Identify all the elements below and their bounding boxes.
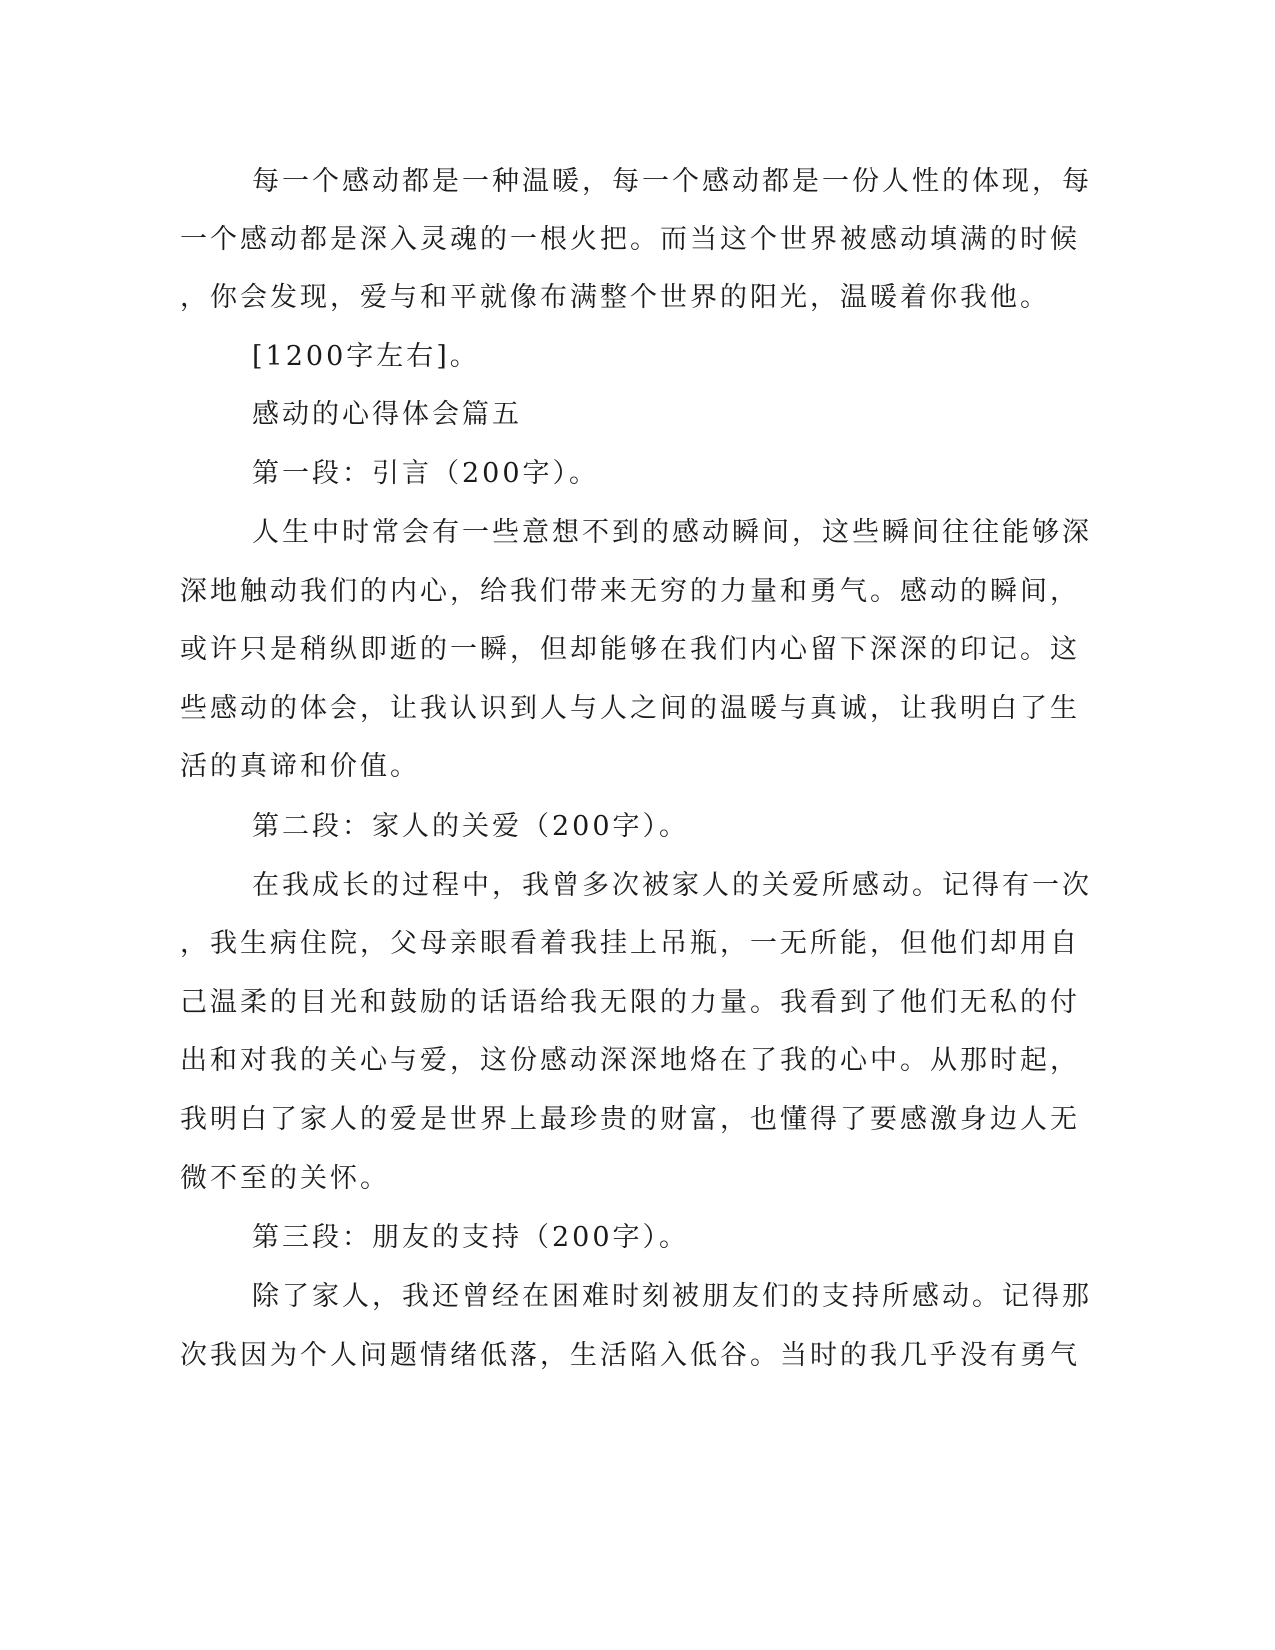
text-line: 一个感动都是深入灵魂的一根火把。而当这个世界被感动填满的时候 <box>180 224 1080 255</box>
text-line: [1200字左右]。 <box>252 341 480 372</box>
paragraph-heading: 第一段：引言（200字）。 <box>252 458 600 489</box>
text-line: 人生中时常会有一些意想不到的感动瞬间，这些瞬间往往能够深 <box>252 517 1092 548</box>
paragraph-heading: 第三段：朋友的支持（200字）。 <box>252 1222 690 1253</box>
text-line: ，你会发现，爱与和平就像布满整个世界的阳光，温暖着你我他。 <box>180 282 1050 313</box>
text-line: ，我生病住院，父母亲眼看着我挂上吊瓶，一无所能，但他们却用自 <box>180 928 1080 959</box>
text-line: 己温柔的目光和鼓励的话语给我无限的力量。我看到了他们无私的付 <box>180 987 1080 1018</box>
paragraph-heading: 第二段：家人的关爱（200字）。 <box>252 811 690 842</box>
text-line: 微不至的关怀。 <box>180 1163 390 1194</box>
text-line: 活的真谛和价值。 <box>180 751 420 782</box>
text-line: 出和对我的关心与爱，这份感动深深地烙在了我的心中。从那时起， <box>180 1045 1080 1076</box>
text-line: 些感动的体会，让我认识到人与人之间的温暖与真诚，让我明白了生 <box>180 693 1080 724</box>
text-line: 或许只是稍纵即逝的一瞬，但却能够在我们内心留下深深的印记。这 <box>180 634 1080 665</box>
text-line: 深地触动我们的内心，给我们带来无穷的力量和勇气。感动的瞬间， <box>180 576 1080 607</box>
text-line: 次我因为个人问题情绪低落，生活陷入低谷。当时的我几乎没有勇气 <box>180 1340 1080 1371</box>
text-line: 每一个感动都是一种温暖，每一个感动都是一份人性的体现，每 <box>252 166 1092 197</box>
section-heading: 感动的心得体会篇五 <box>252 399 522 430</box>
text-line: 除了家人，我还曾经在困难时刻被朋友们的支持所感动。记得那 <box>252 1281 1092 1312</box>
text-line: 在我成长的过程中，我曾多次被家人的关爱所感动。记得有一次 <box>252 870 1092 901</box>
text-line: 我明白了家人的爱是世界上最珍贵的财富，也懂得了要感激身边人无 <box>180 1104 1080 1135</box>
